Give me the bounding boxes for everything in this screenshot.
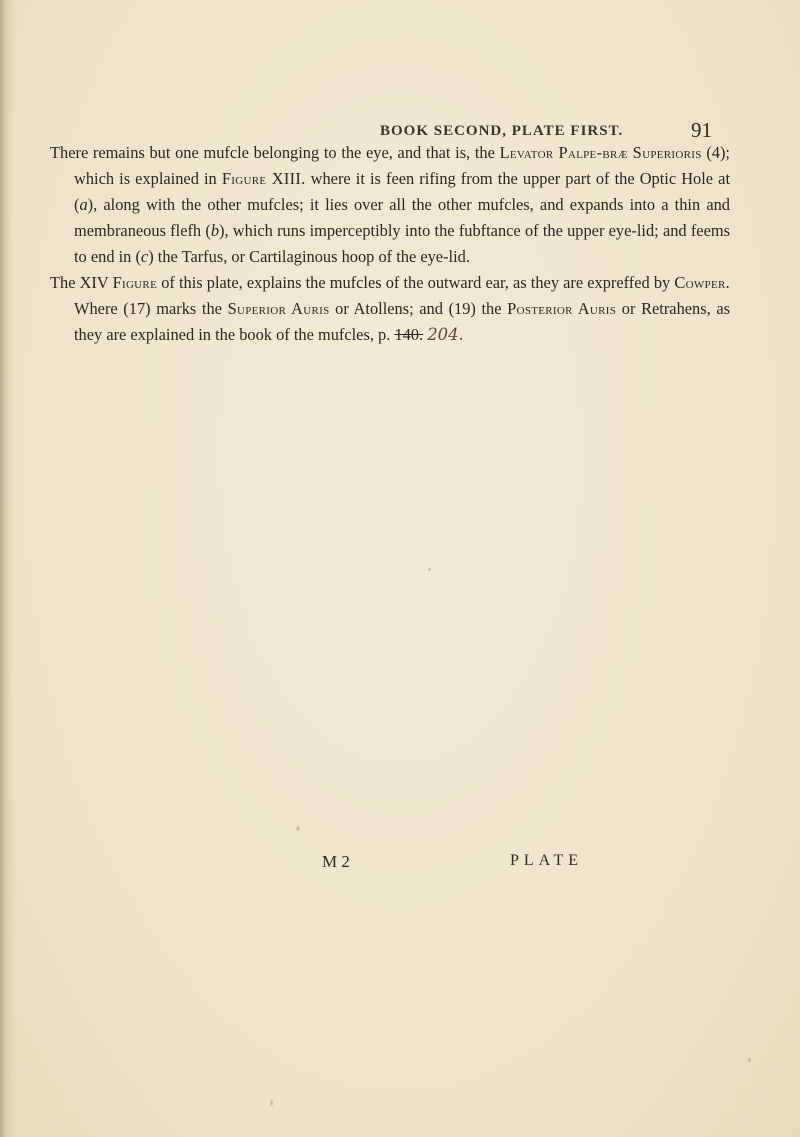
text-run: of this plate, explains the mufcles of the outward ear, as they are expreffed by: [157, 273, 675, 292]
paper-speck: [748, 1058, 751, 1062]
text-run: or Retrahens, as they are explained in the book of the mufcles, p.: [74, 299, 730, 344]
handwritten-page-ref: 204.: [427, 325, 464, 344]
body-text: [50, 140, 730, 348]
figure-ref-xiii: Figure XIII.: [221, 169, 306, 188]
struck-page-ref: 140.: [394, 325, 424, 344]
text-run: The XIV: [50, 273, 113, 292]
figure-ref: Figure: [112, 273, 158, 292]
paragraph-levator: [50, 140, 730, 270]
text-run: ), along with the other mufcles; it lies over all the other mufcles, and expands into a thin and membraneous flefh (: [74, 195, 730, 240]
binding-edge: [0, 0, 14, 1137]
text-run: or Atollens; and (19) the: [329, 299, 508, 318]
term-posterior-auris: Posterior Auris: [507, 299, 617, 318]
paper-speck: [296, 826, 300, 831]
label-b: b: [210, 221, 220, 240]
paper-speck: [270, 1100, 273, 1106]
page-footer: [0, 852, 800, 882]
page-number: 91: [691, 118, 712, 142]
term-superior-auris: Superior Auris: [227, 299, 330, 318]
text-run: where it is feen rifing from the upper part of the Optic Hole at (: [74, 169, 731, 214]
text-run: There remains but one mufcle belonging to the eye, and that is, the: [50, 143, 500, 162]
text-run: Where (17) marks the: [74, 299, 228, 318]
label-c: c: [140, 247, 149, 266]
author-cowper: Cowper.: [674, 273, 731, 292]
paragraph-figure-xiv: [50, 270, 730, 348]
term-levator-palpebrae: Levator Palpe-bræ Superioris: [499, 143, 702, 162]
label-a: a: [79, 195, 88, 214]
signature-mark: M 2: [322, 852, 350, 871]
text-run: ), which runs imperceptibly into the fubftance of the upper eye-lid; and feems to end in (: [74, 221, 730, 266]
text-run: (4); which is explained in: [74, 143, 730, 188]
text-run: ) the Tarfus, or Cartilaginous hoop of the eye-lid.: [148, 247, 470, 266]
catchword: PLATE: [510, 852, 583, 869]
running-head: BOOK SECOND, PLATE FIRST.: [380, 123, 624, 139]
paper-speck: [428, 568, 431, 571]
